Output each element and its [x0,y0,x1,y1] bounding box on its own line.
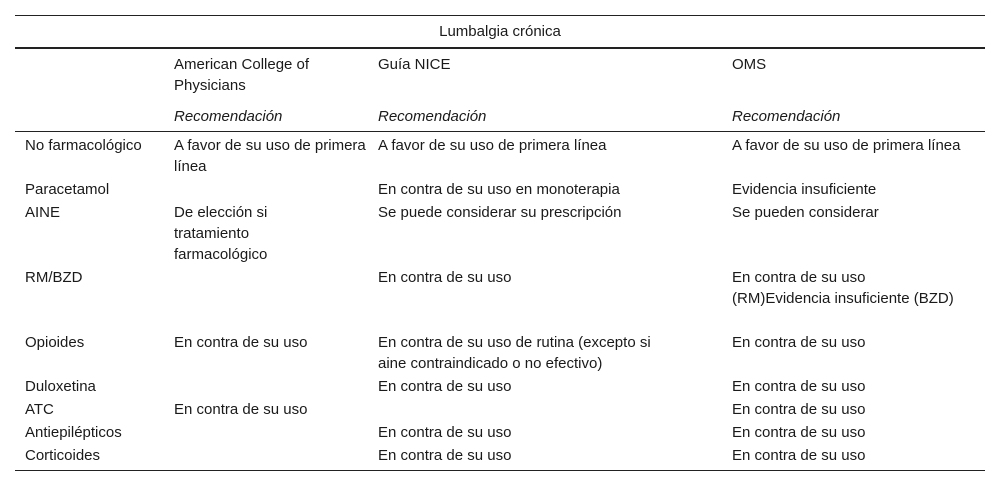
subheader-acp: Recomendación [174,108,283,125]
column-header-nice: Guía NICE [378,56,451,73]
cell-nice: A favor de su uso de primera línea [378,137,607,154]
cell-nice: En contra de su uso [378,447,512,464]
row-label: ATC [25,401,54,418]
cell-nice: En contra de su uso en monoterapia [378,181,620,198]
cell-nice: En contra de su uso de rutina (excepto si aine contraindicado o no efectivo) [378,334,651,372]
row-label: Paracetamol [25,181,110,198]
row-label: Duloxetina [25,378,96,395]
cell-acp: De elección si tratamiento farmacológico [174,204,268,263]
cell-oms: En contra de su uso [732,401,866,418]
cell-nice: En contra de su uso [378,378,512,395]
table-caption: Lumbalgia crónica [439,23,561,40]
cell-oms: En contra de su uso [732,447,866,464]
row-label: Opioides [25,334,85,351]
column-header-acp: American College of Physicians [174,56,310,94]
caption-rule [15,47,985,49]
subheader-oms: Recomendación [732,108,841,125]
row-label: AINE [25,204,61,221]
cell-acp: A favor de su uso de primera línea [174,137,366,175]
column-header-oms: OMS [732,56,767,73]
cell-acp: En contra de su uso [174,334,308,351]
cell-oms: En contra de su uso [732,424,866,441]
row-label: Corticoides [25,447,101,464]
row-label: No farmacológico [25,137,142,154]
bottom-rule [15,470,985,471]
cell-nice: En contra de su uso [378,269,512,286]
subheader-nice: Recomendación [378,108,487,125]
header-rule [15,131,985,132]
cell-oms: En contra de su uso [732,334,866,351]
cell-nice: En contra de su uso [378,424,512,441]
row-label: Antiepilépticos [25,424,122,441]
cell-oms: En contra de su uso [732,378,866,395]
cell-acp: En contra de su uso [174,401,308,418]
cell-nice: Se puede considerar su prescripción [378,204,622,221]
cell-oms: En contra de su uso (RM)Evidencia insuficiente (BZD) [732,269,954,307]
cell-oms: A favor de su uso de primera línea [732,137,961,154]
top-rule [15,15,985,16]
cell-oms: Evidencia insuficiente [732,181,877,198]
row-label: RM/BZD [25,269,83,286]
cell-oms: Se pueden considerar [732,204,879,221]
